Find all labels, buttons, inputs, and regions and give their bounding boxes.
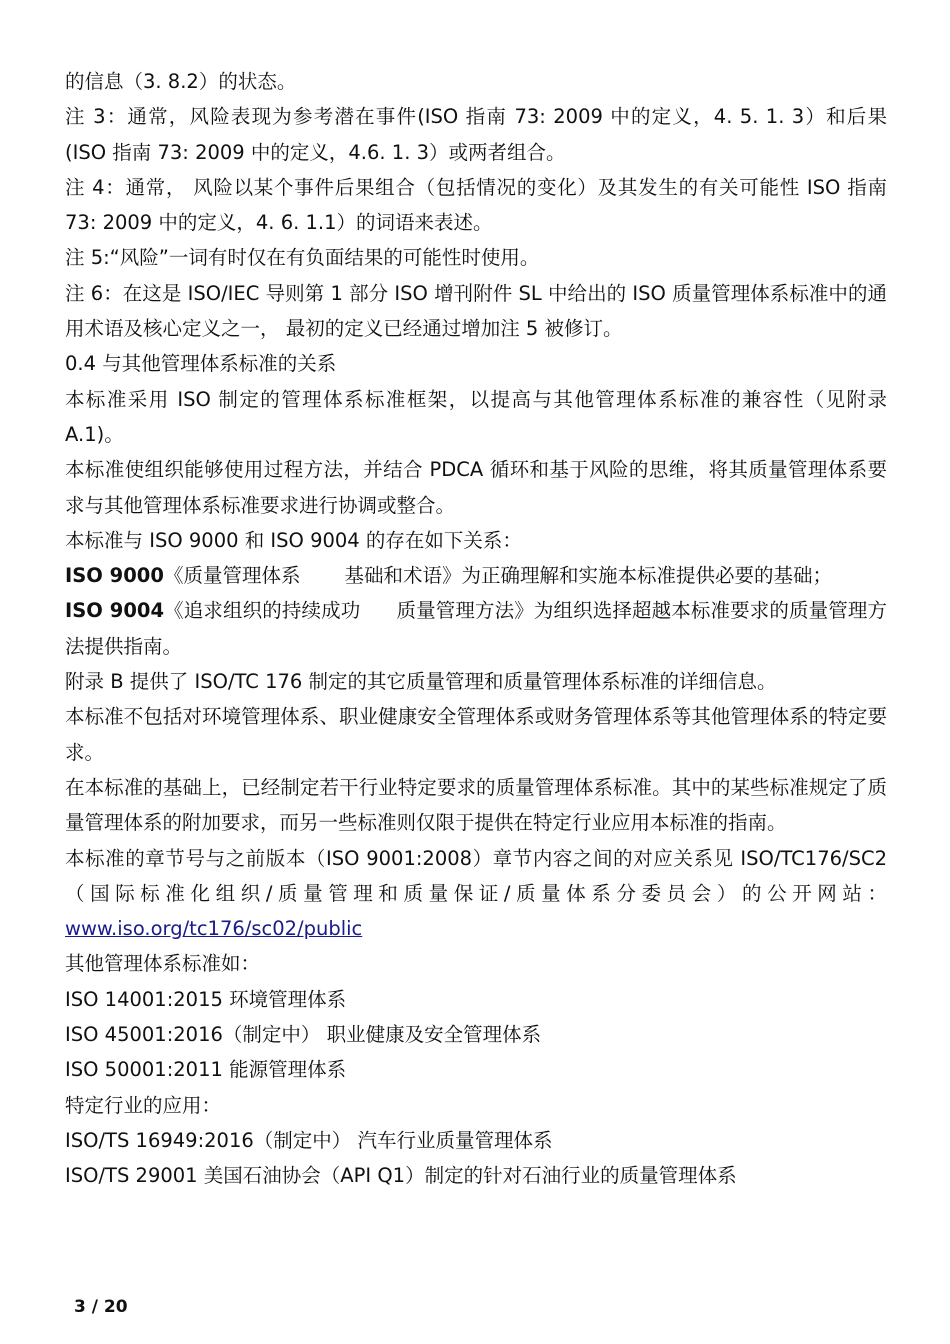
- list-item: ISO 14001:2015 环境管理体系: [65, 987, 347, 1011]
- paragraph: 其他管理体系标准如：: [65, 952, 261, 976]
- text-line: 的信息（3. 8.2）的状态。: [65, 70, 297, 93]
- paragraph: 附录 B 提供了 ISO/TC 176 制定的其它质量管理和质量管理体系标准的详细信息。: [65, 670, 777, 694]
- page-number: [74, 1297, 128, 1317]
- paragraph: 本标准与 ISO 9000 和 ISO 9004 的存在如下关系：: [65, 528, 522, 552]
- note-4: 注 4：通常， 风险以某个事件后果组合（包括情况的变化）及其发生的有关可能性 ISO 指南 73: 2009 中的定义，4. 6. 1.1）的词语来表述。: [65, 175, 887, 235]
- iso-website-link[interactable]: www.iso.org/tc176/sc02/public: [65, 917, 363, 941]
- correspondence-text: 本标准的章节号与之前版本（ISO 9001:2008）章节内容之间的对应关系见 ISO/TC176/SC2（国际标准化组织/质量管理和质量保证/质量体系分委员会）的公开网站：: [65, 846, 887, 905]
- list-item: ISO 50001:2011 能源管理体系: [65, 1058, 347, 1082]
- iso9004-label: ISO 9004: [65, 599, 165, 623]
- note-3: 注 3：通常，风险表现为参考潜在事件(ISO 指南 73: 2009 中的定义，4. 5. 1. 3）和后果 (ISO 指南 73: 2009 中的定义，4.6. 1. 3）或两者组合。: [65, 105, 887, 164]
- paragraph: 在本标准的基础上，已经制定若干行业特定要求的质量管理体系标准。其中的某些标准规定了质量管理体系的附加要求，而另一些标准则仅限于提供在特定行业应用本标准的指南。: [65, 775, 887, 835]
- total-pages: 20: [103, 1297, 128, 1317]
- note-6: 注 6：在这是 ISO/IEC 导则第 1 部分 ISO 增刊附件 SL 中给出的 ISO 质量管理体系标准中的通用术语及核心定义之一， 最初的定义已经通过增加注 5 被修订。: [65, 281, 887, 341]
- list-item: ISO/TS 29001 美国石油协会（API Q1）制定的针对石油行业的质量管理体系: [65, 1164, 737, 1188]
- note-5: 注 5:“风险”一词有时仅在有负面结果的可能性时使用。: [65, 246, 540, 270]
- current-page: 3: [74, 1297, 86, 1317]
- iso9000-title-a: 《质量管理体系: [163, 564, 301, 588]
- document-body: [65, 64, 887, 1194]
- page-separator: /: [91, 1297, 98, 1317]
- iso9004-title-b: 质量管理方法》为组织选择超越本标准要求的质量管理方法提供指南。: [65, 599, 887, 658]
- iso9004-title-a: 《追求组织的持续成功: [164, 599, 361, 623]
- iso9000-title-b: 基础和术语》为正确理解和实施本标准提供必要的基础；: [344, 564, 832, 588]
- section-heading: 0.4 与其他管理体系标准的关系: [65, 352, 337, 376]
- iso9000-item: [65, 558, 887, 593]
- paragraph: 特定行业的应用：: [65, 1093, 222, 1117]
- list-item: ISO/TS 16949:2016（制定中） 汽车行业质量管理体系: [65, 1128, 553, 1152]
- iso9004-item: [65, 593, 887, 664]
- paragraph: 本标准使组织能够使用过程方法，并结合 PDCA 循环和基于风险的思维，将其质量管理体系要求与其他管理体系标准要求进行协调或整合。: [65, 458, 887, 517]
- paragraph: 本标准不包括对环境管理体系、职业健康安全管理体系或财务管理体系等其他管理体系的特定要求。: [65, 705, 887, 764]
- iso9000-label: ISO 9000: [65, 564, 164, 588]
- list-item: ISO 45001:2016（制定中） 职业健康及安全管理体系: [65, 1023, 542, 1047]
- paragraph: [65, 841, 887, 947]
- paragraph: 本标准采用 ISO 制定的管理体系标准框架，以提高与其他管理体系标准的兼容性（见附录 A.1)。: [65, 387, 887, 446]
